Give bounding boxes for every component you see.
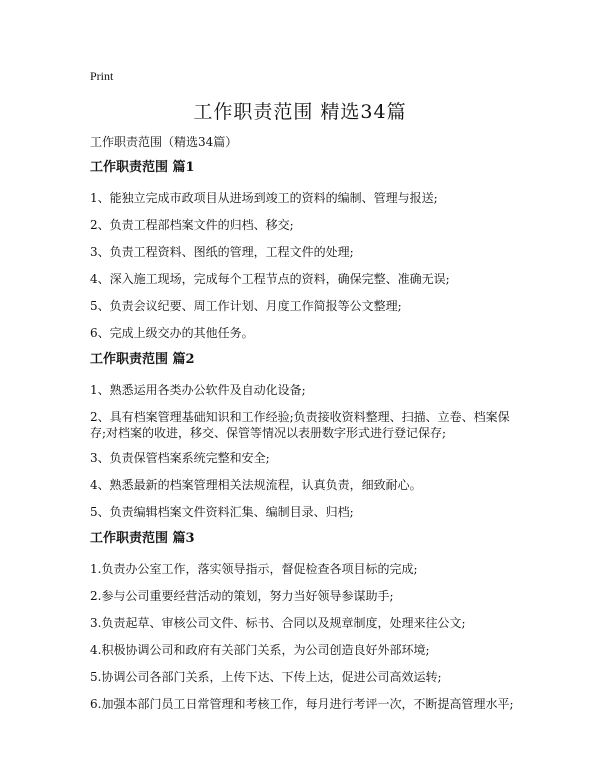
list-item: 5.协调公司各部门关系，上传下达、下传上达，促进公司高效运转; [90, 670, 442, 684]
list-item: 2、负责工程部档案文件的归档、移交; [90, 218, 294, 232]
list-item: 1、熟悉运用各类办公软件及自动化设备; [90, 383, 306, 397]
list-item: 1.负责办公室工作，落实领导指示，督促检查各项目标的完成; [90, 562, 418, 576]
document-title: 工作职责范围 精选34篇 [193, 101, 407, 123]
section-heading: 工作职责范围 篇1 [90, 160, 195, 175]
section-1 [90, 160, 520, 341]
section-2 [90, 352, 520, 520]
list-item: 3、负责工程资料、图纸的管理，工程文件的处理; [90, 245, 354, 259]
section-heading: 工作职责范围 篇3 [90, 531, 195, 546]
document-body [90, 160, 520, 723]
list-item: 6、完成上级交办的其他任务。 [90, 326, 254, 340]
list-item: 3.负责起草、审核公司文件、标书、合同以及规章制度，处理来往公文; [90, 616, 466, 630]
section-3 [90, 531, 520, 712]
print-label[interactable]: Print [90, 69, 114, 83]
document-subtitle: 工作职责范围（精选34篇） [90, 135, 238, 149]
list-item: 6.加强本部门员工日常管理和考核工作，每月进行考评一次，不断提高管理水平; [90, 697, 514, 711]
section-heading: 工作职责范围 篇2 [90, 352, 195, 367]
list-item: 2、具有档案管理基础知识和工作经验;负责接收资料整理、扫描、立卷、档案保存;对档案的收进，移交、保管等情况以表册数字形式进行登记保存; [90, 410, 510, 440]
list-item: 5、负责编辑档案文件资料汇集、编制目录、归档; [90, 505, 354, 519]
list-item: 4、深入施工现场，完成每个工程节点的资料，确保完整、准确无误; [90, 272, 450, 286]
list-item: 3、负责保管档案系统完整和安全; [90, 451, 270, 465]
list-item: 2.参与公司重要经营活动的策划，努力当好领导参谋助手; [90, 589, 394, 603]
list-item: 5、负责会议纪要、周工作计划、月度工作简报等公文整理; [90, 299, 402, 313]
list-item: 1、能独立完成市政项目从进场到竣工的资料的编制、管理与报送; [90, 191, 438, 205]
list-item: 4.积极协调公司和政府有关部门关系，为公司创造良好外部环境; [90, 643, 430, 657]
list-item: 4、熟悉最新的档案管理相关法规流程，认真负责，细致耐心。 [90, 478, 422, 492]
